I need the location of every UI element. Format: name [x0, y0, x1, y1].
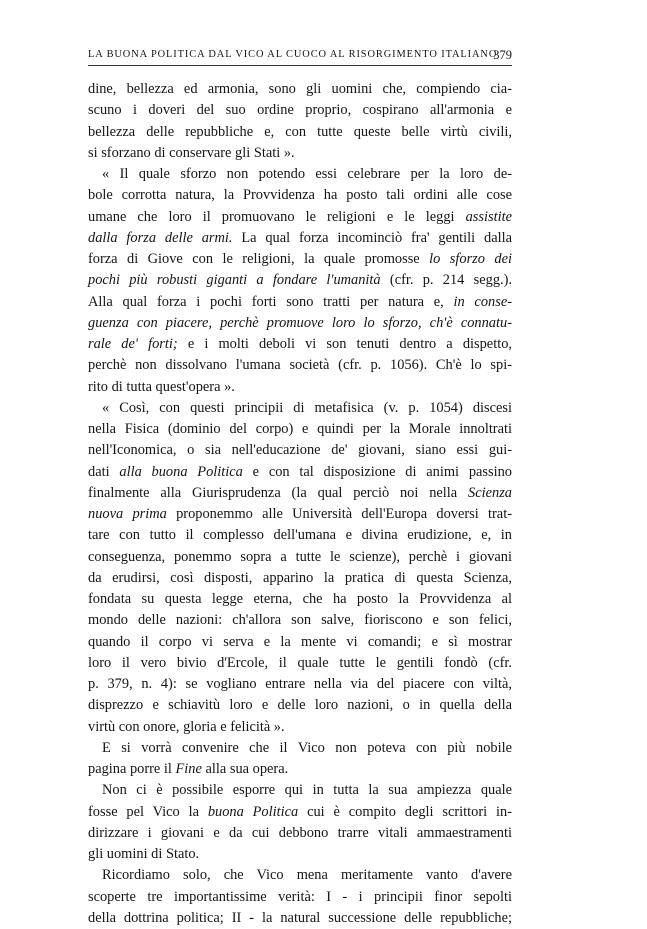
text-line: bole corrotta natura, la Provvidenza ha posto tali ordini alle cose — [88, 187, 512, 204]
text-line: tare con tutto il complesso dell'umana e divina erudizione, e, in — [88, 527, 512, 544]
text-line: si sforzano di conservare gli Stati ». — [88, 144, 295, 161]
text-line: virtù con onore, gloria e felicità ». — [88, 718, 285, 735]
text-line: da erudirsi, così disposti, apparino la pratica di questa Scienza, — [88, 569, 512, 586]
header-rule — [88, 65, 512, 66]
page-number: 379 — [493, 48, 512, 62]
text-line: « Il quale sforzo non potendo essi celebrare per la loro de- — [102, 166, 512, 182]
text-line: bellezza delle repubbliche e, con tutte queste belle virtù civili, — [88, 123, 512, 140]
text-line: nella Fisica (dominio del corpo) e quindi per la Morale innoltrati — [88, 421, 512, 437]
text-line: dalla forza delle armi. La qual forza incominciò fra' gentili dalla — [88, 229, 512, 246]
running-title: LA BUONA POLITICA DAL VICO AL CUOCO AL RISORGIMENTO ITALIANO — [88, 49, 498, 60]
text-line: rito di tutta quest'opera ». — [88, 378, 235, 395]
text-line: Non ci è possibile esporre qui in tutta la sua ampiezza quale — [102, 782, 512, 799]
text-line: pagina porre il Fine alla sua opera. — [88, 761, 289, 777]
text-line: gli uomini di Stato. — [88, 846, 200, 862]
text-line: perchè non dissolvano l'umana società (cfr. p. 1056). Ch'è lo spi- — [88, 357, 512, 374]
text-line: « Così, con questi principii di metafisica (v. p. 1054) discesi — [102, 399, 512, 416]
text-line: scoperte tre importantissime verità: I - i principii finor sepolti — [88, 888, 512, 905]
text-line: nell'Iconomica, o sia nell'educazione de' giovani, siano essi gui- — [88, 442, 512, 459]
text-line: scuno i doveri del suo ordine proprio, cospirano all'armonia e — [88, 102, 512, 119]
text-line: dirizzare i giovani e da cui debbono trarre vitali ammaestramenti — [88, 824, 512, 841]
text-line: umane che loro il promuovano le religioni e le leggi assistite — [88, 208, 512, 225]
text-line: pochi più robusti giganti a fondare l'umanità (cfr. p. 214 segg.). — [88, 272, 512, 289]
text-line: mondo delle nazioni: ch'allora son salve, fioriscono e son felici, — [88, 612, 512, 629]
text-line: guenza con piacere, perchè promuove loro lo sforzo, ch'è connatu- — [88, 314, 512, 331]
text-line: E si vorrà convenire che il Vico non poteva con più nobile — [102, 739, 512, 756]
text-line: finalmente alla Giurisprudenza (la qual perciò noi nella Scienza — [88, 484, 512, 501]
text-line: Ricordiamo solo, che Vico mena meritamente vanto d'avere — [102, 867, 512, 884]
text-line: dine, bellezza ed armonia, sono gli uomini che, compiendo cia- — [88, 81, 512, 97]
text-line: nuova prima proponemmo alle Università dell'Europa doversi trat- — [88, 506, 512, 522]
text-line: dati alla buona Politica e con tal disposizione di animi passino — [88, 463, 512, 480]
text-line: fosse pel Vico la buona Politica cui è compito degli scrittori in- — [88, 803, 512, 820]
text-line: Alla qual forza i pochi forti sono tratti per natura e, in conse- — [88, 293, 512, 310]
text-line: disprezzo e schiavitù loro e delle loro nazioni, o in quella della — [88, 697, 512, 714]
body-text — [88, 79, 512, 929]
text-line: fondata su questa legge eterna, che ha posto la Provvidenza al — [88, 591, 512, 607]
text-line: p. 379, n. 4): se vogliano entrare nella via del piacere con viltà, — [88, 676, 512, 692]
text-line: loro il vero bivio d'Ercole, il quale tutte le gentili fondò (cfr. — [88, 654, 512, 671]
text-line: forza di Giove con le religioni, la quale promosse lo sforzo dei — [88, 251, 512, 267]
text-line: rale de' forti; e i molti deboli vi son tenuti dentro a dispetto, — [88, 336, 512, 352]
text-line: quando il corpo vi serva e la mente vi comandi; e sì mostrar — [88, 633, 512, 650]
text-line: della dottrina politica; II - la natural successione delle repubbliche; — [88, 909, 512, 926]
text-line: conseguenza, ponemmo sopra a tutte le scienze), perchè i giovani — [88, 548, 512, 565]
